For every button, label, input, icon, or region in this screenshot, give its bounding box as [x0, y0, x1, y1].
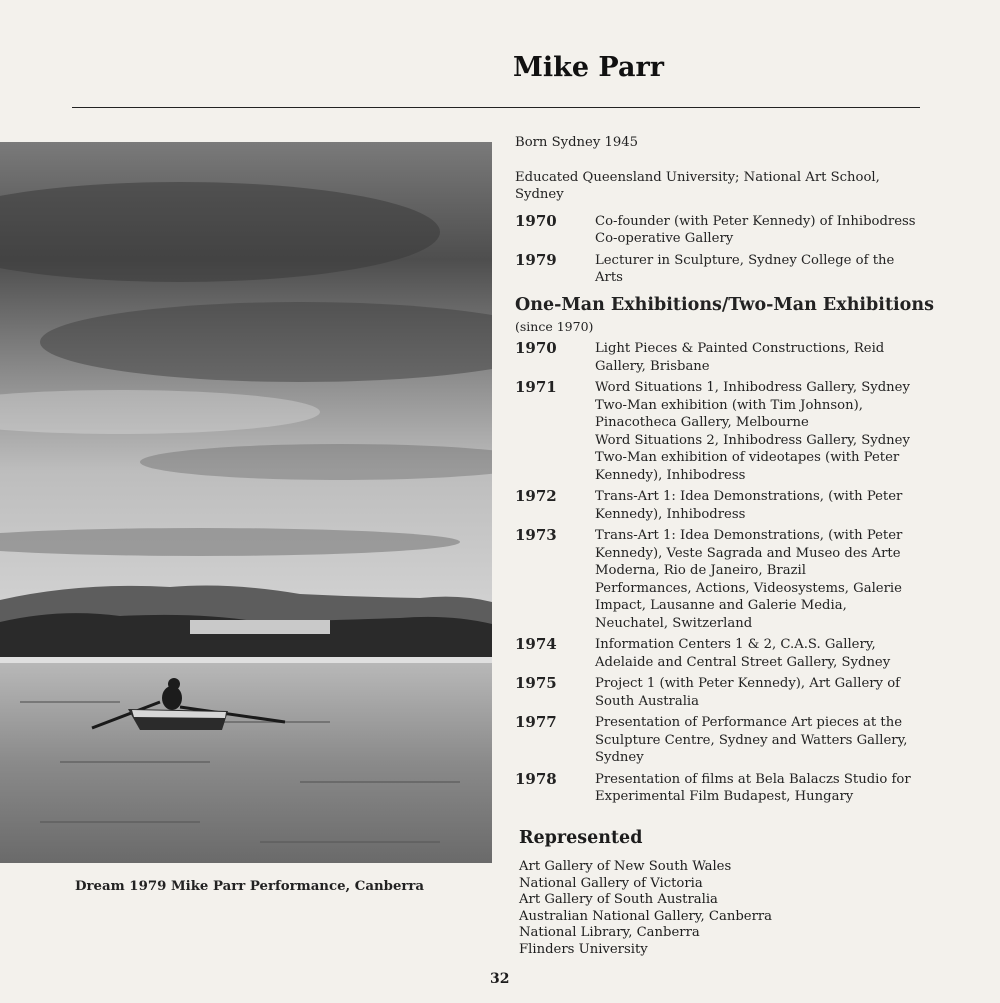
education-info: Educated Queensland University; National Art School, Sydney: [515, 169, 880, 202]
exhibitions-since: (since 1970): [515, 318, 594, 334]
entry-line: Sculpture Centre, Sydney and Watters Gallery,: [595, 732, 908, 748]
entry-line: Presentation of Performance Art pieces at the: [595, 715, 903, 730]
photo-lake-rowboat: [0, 142, 492, 863]
list-item: National Library, Canberra: [519, 925, 700, 940]
entry-line: Sydney: [595, 750, 644, 765]
biography: [515, 134, 935, 810]
entry-year: 1971: [515, 378, 557, 396]
entry-year: 1970: [515, 211, 557, 230]
entry-year: 1974: [515, 635, 557, 653]
entry-year: 1972: [515, 487, 557, 505]
entry-line: Adelaide and Central Street Gallery, Sydney: [595, 654, 891, 670]
entry-line: Trans-Art 1: Idea Demonstrations, (with Peter: [595, 489, 903, 504]
entry-line: Project 1 (with Peter Kennedy), Art Gallery of: [595, 676, 901, 691]
entry-year: 1979: [515, 250, 557, 269]
entry-line: South Australia: [595, 693, 699, 709]
exhibition-entry: [515, 340, 935, 375]
entry-line: Impact, Lausanne and Galerie Media,: [595, 598, 847, 613]
exhibition-entry: [515, 675, 935, 710]
list-item: Art Gallery of New South Wales: [519, 859, 732, 874]
page-number: 32: [490, 971, 510, 987]
entry-line: Experimental Film Budapest, Hungary: [595, 789, 854, 804]
exhibition-entry: [515, 771, 935, 806]
represented-heading: Represented: [519, 828, 643, 848]
list-item: Flinders University: [519, 941, 648, 957]
list-item: Art Gallery of South Australia: [519, 892, 718, 907]
career-entry: [515, 213, 935, 248]
entry-line: Arts: [595, 270, 623, 285]
entry-line: Neuchatel, Switzerland: [595, 615, 753, 631]
entry-line: Two-Man exhibition (with Tim Johnson),: [595, 397, 863, 413]
entry-line: Word Situations 2, Inhibodress Gallery, Sydney: [595, 432, 910, 448]
entry-line: Two-Man exhibition of videotapes (with Peter: [595, 450, 900, 465]
entry-line: Gallery, Brisbane: [595, 358, 710, 374]
entry-line: Light Pieces & Painted Constructions, Reid: [595, 341, 885, 356]
entry-line: Trans-Art 1: Idea Demonstrations, (with Peter: [595, 528, 903, 543]
entry-line: Kennedy), Inhibodress: [595, 506, 746, 522]
exhibitions-heading: One-Man Exhibitions/Two-Man Exhibitions: [515, 294, 934, 315]
entry-line: Presentation of films at Bela Balaczs Studio for: [595, 771, 911, 787]
list-item: Australian National Gallery, Canberra: [519, 908, 773, 924]
entry-year: 1977: [515, 713, 557, 731]
page-title: Mike Parr: [513, 52, 664, 83]
entry-line: Performances, Actions, Videosystems, Galerie: [595, 580, 902, 596]
exhibition-entry: [515, 636, 935, 671]
entry-line: Moderna, Rio de Janeiro, Brazil: [595, 563, 806, 578]
entry-line: Lecturer in Sculpture, Sydney College of the: [595, 252, 895, 268]
entry-line: Pinacotheca Gallery, Melbourne: [595, 415, 809, 430]
list-item: National Gallery of Victoria: [519, 875, 703, 891]
entry-line: Kennedy), Veste Sagrada and Museo des Arte: [595, 545, 901, 561]
entry-line: Information Centers 1 & 2, C.A.S. Gallery,: [595, 637, 876, 652]
entry-line: Co-operative Gallery: [595, 231, 734, 246]
represented-list: [519, 859, 839, 958]
entry-year: 1978: [515, 769, 557, 788]
entry-line: Co-founder (with Peter Kennedy) of Inhibodress: [595, 213, 916, 229]
entry-year: 1975: [515, 674, 557, 692]
photo-caption: Dream 1979 Mike Parr Performance, Canberra: [75, 879, 425, 894]
exhibition-entry: [515, 488, 935, 523]
career-entry: [515, 252, 935, 287]
entry-line: Kennedy), Inhibodress: [595, 467, 746, 483]
entry-year: 1970: [515, 339, 557, 357]
birth-info: Born Sydney 1945: [515, 135, 639, 150]
exhibition-entry: [515, 714, 935, 767]
entry-line: Word Situations 1, Inhibodress Gallery, Sydney: [595, 380, 910, 395]
entry-year: 1973: [515, 526, 557, 544]
exhibition-entry: [515, 527, 935, 632]
exhibition-entry: [515, 379, 935, 484]
divider: [72, 107, 920, 108]
